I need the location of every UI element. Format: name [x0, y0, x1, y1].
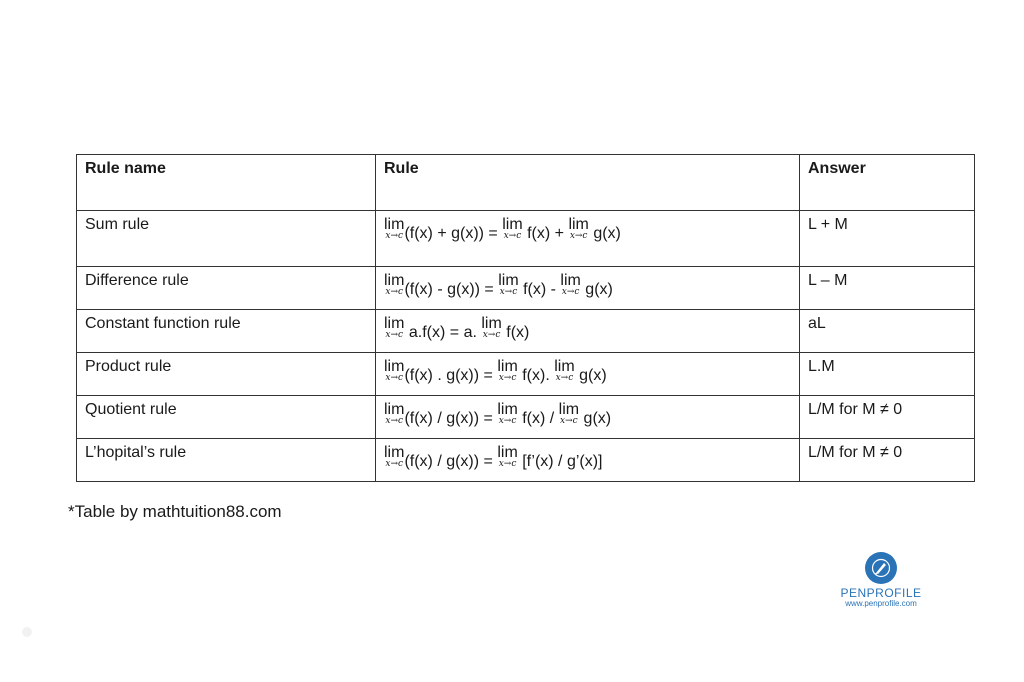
formula: lim x→c (f(x) . g(x)) = lim x→c f(x). lim x→c g(x) — [384, 358, 607, 384]
pen-icon — [865, 552, 897, 584]
answer-cell: aL — [800, 310, 975, 353]
rule-name-cell: Difference rule — [77, 267, 376, 310]
table-source-note: *Table by mathtuition88.com — [68, 502, 282, 521]
rule-formula-cell — [376, 310, 800, 353]
rule-formula-cell — [376, 211, 800, 267]
table-row — [77, 211, 975, 267]
formula: lim x→c (f(x) + g(x)) = lim x→c f(x) + lim x→c g(x) — [384, 216, 621, 242]
limit-operator: lim x→c — [568, 216, 589, 241]
formula: lim x→c (f(x) / g(x)) = lim x→c [f’(x) / g’(x)] — [384, 444, 603, 470]
header-rule-name: Rule name — [77, 155, 376, 211]
header-rule: Rule — [376, 155, 800, 211]
limit-operator: lim x→c — [384, 315, 405, 340]
limit-operator: lim x→c — [481, 315, 502, 340]
rule-name-cell: Constant function rule — [77, 310, 376, 353]
table-row — [77, 267, 975, 310]
table-header-row — [77, 155, 975, 211]
table-row — [77, 353, 975, 396]
limit-operator: lim x→c — [497, 358, 518, 383]
limit-operator: lim x→c — [497, 401, 518, 426]
rule-formula-cell — [376, 267, 800, 310]
limit-operator: lim x→c — [384, 444, 405, 469]
answer-cell: L – M — [800, 267, 975, 310]
logo-url: www.penprofile.com — [845, 599, 917, 608]
penprofile-logo[interactable] — [834, 552, 928, 608]
limit-rules-table — [76, 154, 975, 482]
logo-name: PENPROFILE — [840, 586, 922, 600]
answer-cell: L + M — [800, 211, 975, 267]
rule-formula-cell — [376, 439, 800, 482]
limit-operator: lim x→c — [498, 272, 519, 297]
rule-name-cell: Product rule — [77, 353, 376, 396]
limit-operator: lim x→c — [384, 401, 405, 426]
formula: lim x→c (f(x) / g(x)) = lim x→c f(x) / lim x→c g(x) — [384, 401, 612, 427]
table-row — [77, 396, 975, 439]
limit-operator: lim x→c — [384, 358, 405, 383]
rule-formula-cell — [376, 396, 800, 439]
limit-operator: lim x→c — [554, 358, 575, 383]
limit-operator: lim x→c — [560, 272, 581, 297]
limit-operator: lim x→c — [502, 216, 523, 241]
formula: lim x→c a.f(x) = a. lim x→c f(x) — [384, 315, 530, 341]
limit-operator: lim x→c — [384, 272, 405, 297]
header-answer: Answer — [800, 155, 975, 211]
limit-operator: lim x→c — [558, 401, 580, 426]
rule-name-cell: Quotient rule — [77, 396, 376, 439]
decorative-dot — [22, 627, 32, 637]
limit-operator: lim x→c — [497, 444, 518, 469]
table-row — [77, 439, 975, 482]
answer-cell: L/M for M ≠ 0 — [800, 439, 975, 482]
answer-cell: L.M — [800, 353, 975, 396]
formula: lim x→c (f(x) - g(x)) = lim x→c f(x) - lim x→c g(x) — [384, 272, 613, 298]
rule-formula-cell — [376, 353, 800, 396]
rule-name-cell: L’hopital’s rule — [77, 439, 376, 482]
rule-name-cell: Sum rule — [77, 211, 376, 267]
table-row — [77, 310, 975, 353]
answer-cell: L/M for M ≠ 0 — [800, 396, 975, 439]
limit-operator: lim x→c — [384, 216, 405, 241]
